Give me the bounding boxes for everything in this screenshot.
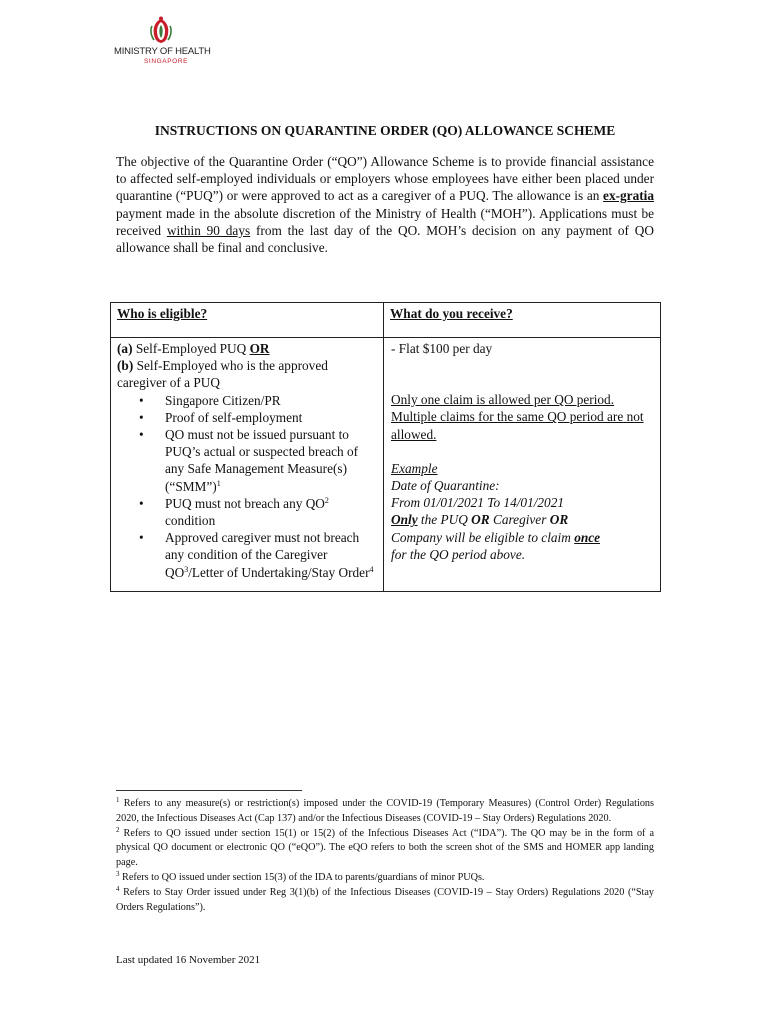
example-heading: Example [391, 460, 438, 476]
logo-ministry-text: MINISTRY OF HEALTH [114, 46, 211, 57]
example-eligibility-text: Only the PUQ OR Caregiver OR [391, 512, 569, 528]
list-item: • Singapore Citizen/PR [165, 392, 379, 409]
footnotes [116, 797, 654, 915]
who-eligible-header: Who is eligible? [117, 306, 208, 321]
list-item: • QO must not be issued pursuant to PUQ’s actual or suspected breach of any Safe Management Measure(s) (“SMM”)$^1$ [165, 426, 379, 495]
list-item: • PUQ must not breach any $QO^2$ condition [165, 495, 379, 529]
document-title: INSTRUCTIONS ON QUARANTINE ORDER (QO) ALLOWANCE SCHEME [154, 123, 616, 138]
criterion-a: (a) Self-Employed PUQ OR [117, 341, 270, 356]
eligibility-conditions-list [117, 392, 379, 581]
eligibility-cell [111, 338, 383, 591]
last-updated-text: Last updated 16 November 2021 [116, 954, 261, 966]
one-claim-notice: Only one claim is allowed per QO period. Multiple claims for the same QO period are not allowed. [391, 392, 644, 442]
table-header-row [111, 303, 661, 338]
list-item: • Proof of self-employment [165, 409, 379, 426]
deadline-term: within 90 days [166, 222, 251, 238]
moh-emblem-icon [148, 16, 174, 44]
quarantine-date-range: From 01/01/2021 To 14/01/2021 [391, 495, 565, 511]
intro-paragraph: The objective of the Quarantine Order (“QO”) Allowance Scheme is to provide financial assistance to affected self-employed individuals or employers whose employees have either been placed under quarantine (“PUQ”) or were approved to act as a caregiver of a PUQ. The allowance is an ex-gratia payment made in the absolute discretion of the Ministry of Health (“MOH”). Applications must be received within 90 days from the last day of the QO. MOH’s decision on any payment of QO allowance shall be final and conclusive. [116, 154, 654, 256]
example-period-text: for the QO period above. [391, 546, 526, 562]
quarantine-date-label: Date of Quarantine: [391, 478, 500, 494]
criterion-b: (b) Self-Employed who is the approved caregiver of a PUQ [117, 358, 328, 391]
moh-logo [114, 16, 214, 65]
what-receive-header: What do you receive? [390, 306, 513, 321]
footnote-3: $^3$ Refers to QO issued under section 15(3) of the IDA to parents/guardians of minor PUQs. [116, 869, 485, 883]
footnote-1: $^1$ Refers to any measure(s) or restriction(s) imposed under the COVID-19 (Temporary Measures) (Control Order) Regulations 2020, the Infectious Diseases Act (Cap 137) and/or the Infectious Diseases (COVID-19 – Stay Orders) Regulations 2020. [116, 796, 654, 824]
eligibility-table [110, 302, 661, 592]
footnote-2: $^2$ Refers to QO issued under section 15(1) or 15(2) of the Infectious Diseases Act (“IDA”). The QO may be in the form of a physical QO document or electronic QO (“eQO”). The eQO refers to both the screen shot of the SMS and HOMER app landing page. [116, 825, 654, 869]
footnote-divider [116, 790, 302, 791]
footnote-4: $^4$ Refers to Stay Order issued under Reg 3(1)(b) of the Infectious Diseases (COVID-19 – Stay Orders) Regulations 2020 (“Stay Orders Regulations”). [116, 884, 654, 913]
table-body-row [111, 338, 661, 592]
example-claim-text: Company will be eligible to claim once [391, 529, 601, 545]
flat-rate-text: - Flat $100 per day [391, 341, 493, 356]
list-item: • Approved caregiver must not breach any condition of the Caregiver $QO^3$/Letter of Undertaking/Stay Order$^4$ [165, 529, 379, 581]
ex-gratia-term: ex-gratia [603, 188, 654, 204]
benefit-cell [384, 338, 660, 573]
logo-country-text: SINGAPORE [144, 58, 189, 65]
